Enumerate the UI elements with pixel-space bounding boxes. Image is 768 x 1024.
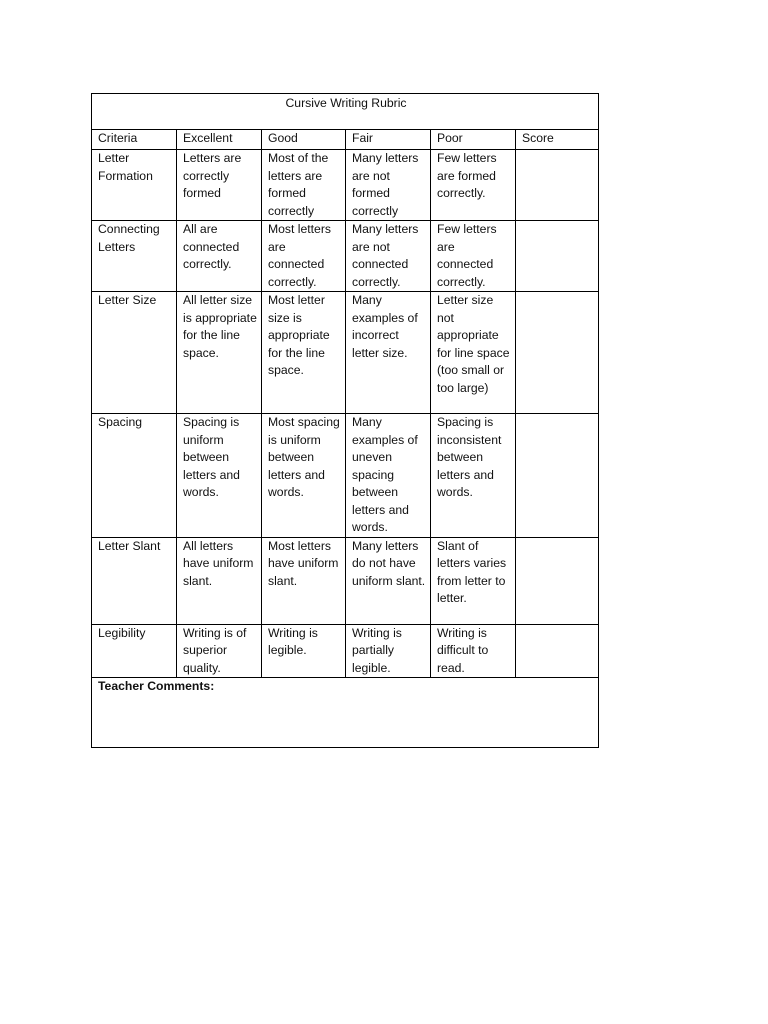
fair-cell: Writing is partially legible. [346,624,431,678]
excellent-cell: Writing is of superior quality. [177,624,262,678]
score-cell[interactable] [516,150,599,221]
score-cell[interactable] [516,292,599,414]
score-cell[interactable] [516,537,599,624]
score-cell[interactable] [516,221,599,292]
table-row [92,414,599,538]
table-row [92,221,599,292]
fair-cell: Many letters are not formed correctly [346,150,431,221]
header-score: Score [516,130,599,150]
good-cell: Most of the letters are formed correctly [262,150,346,221]
fair-cell: Many letters are not connected correctly. [346,221,431,292]
good-cell: Most spacing is uniform between letters and words. [262,414,346,538]
criteria-cell: Spacing [92,414,177,538]
good-cell: Most letters have uniform slant. [262,537,346,624]
fair-cell: Many examples of incorrect letter size. [346,292,431,414]
table-row [92,150,599,221]
table-row [92,292,599,414]
teacher-comments[interactable]: Teacher Comments: [92,678,599,748]
header-row [92,130,599,150]
poor-cell: Spacing is inconsistent between letters and words. [431,414,516,538]
score-cell[interactable] [516,624,599,678]
comments-row [92,678,599,748]
header-poor: Poor [431,130,516,150]
title-row [92,94,599,130]
poor-cell: Few letters are formed correctly. [431,150,516,221]
excellent-cell: All letters have uniform slant. [177,537,262,624]
rubric-table [91,93,599,748]
header-good: Good [262,130,346,150]
poor-cell: Letter size not appropriate for line space (too small or too large) [431,292,516,414]
table-row [92,537,599,624]
criteria-cell: Letter Formation [92,150,177,221]
table-row [92,624,599,678]
header-criteria: Criteria [92,130,177,150]
criteria-cell: Legibility [92,624,177,678]
excellent-cell: All letter size is appropriate for the line space. [177,292,262,414]
excellent-cell: Letters are correctly formed [177,150,262,221]
criteria-cell: Letter Size [92,292,177,414]
good-cell: Most letters are connected correctly. [262,221,346,292]
good-cell: Most letter size is appropriate for the line space. [262,292,346,414]
excellent-cell: Spacing is uniform between letters and words. [177,414,262,538]
rubric-title: Cursive Writing Rubric [92,94,599,130]
good-cell: Writing is legible. [262,624,346,678]
header-excellent: Excellent [177,130,262,150]
score-cell[interactable] [516,414,599,538]
poor-cell: Few letters are connected correctly. [431,221,516,292]
poor-cell: Slant of letters varies from letter to letter. [431,537,516,624]
criteria-cell: Letter Slant [92,537,177,624]
header-fair: Fair [346,130,431,150]
fair-cell: Many examples of uneven spacing between letters and words. [346,414,431,538]
excellent-cell: All are connected correctly. [177,221,262,292]
poor-cell: Writing is difficult to read. [431,624,516,678]
criteria-cell: Connecting Letters [92,221,177,292]
fair-cell: Many letters do not have uniform slant. [346,537,431,624]
